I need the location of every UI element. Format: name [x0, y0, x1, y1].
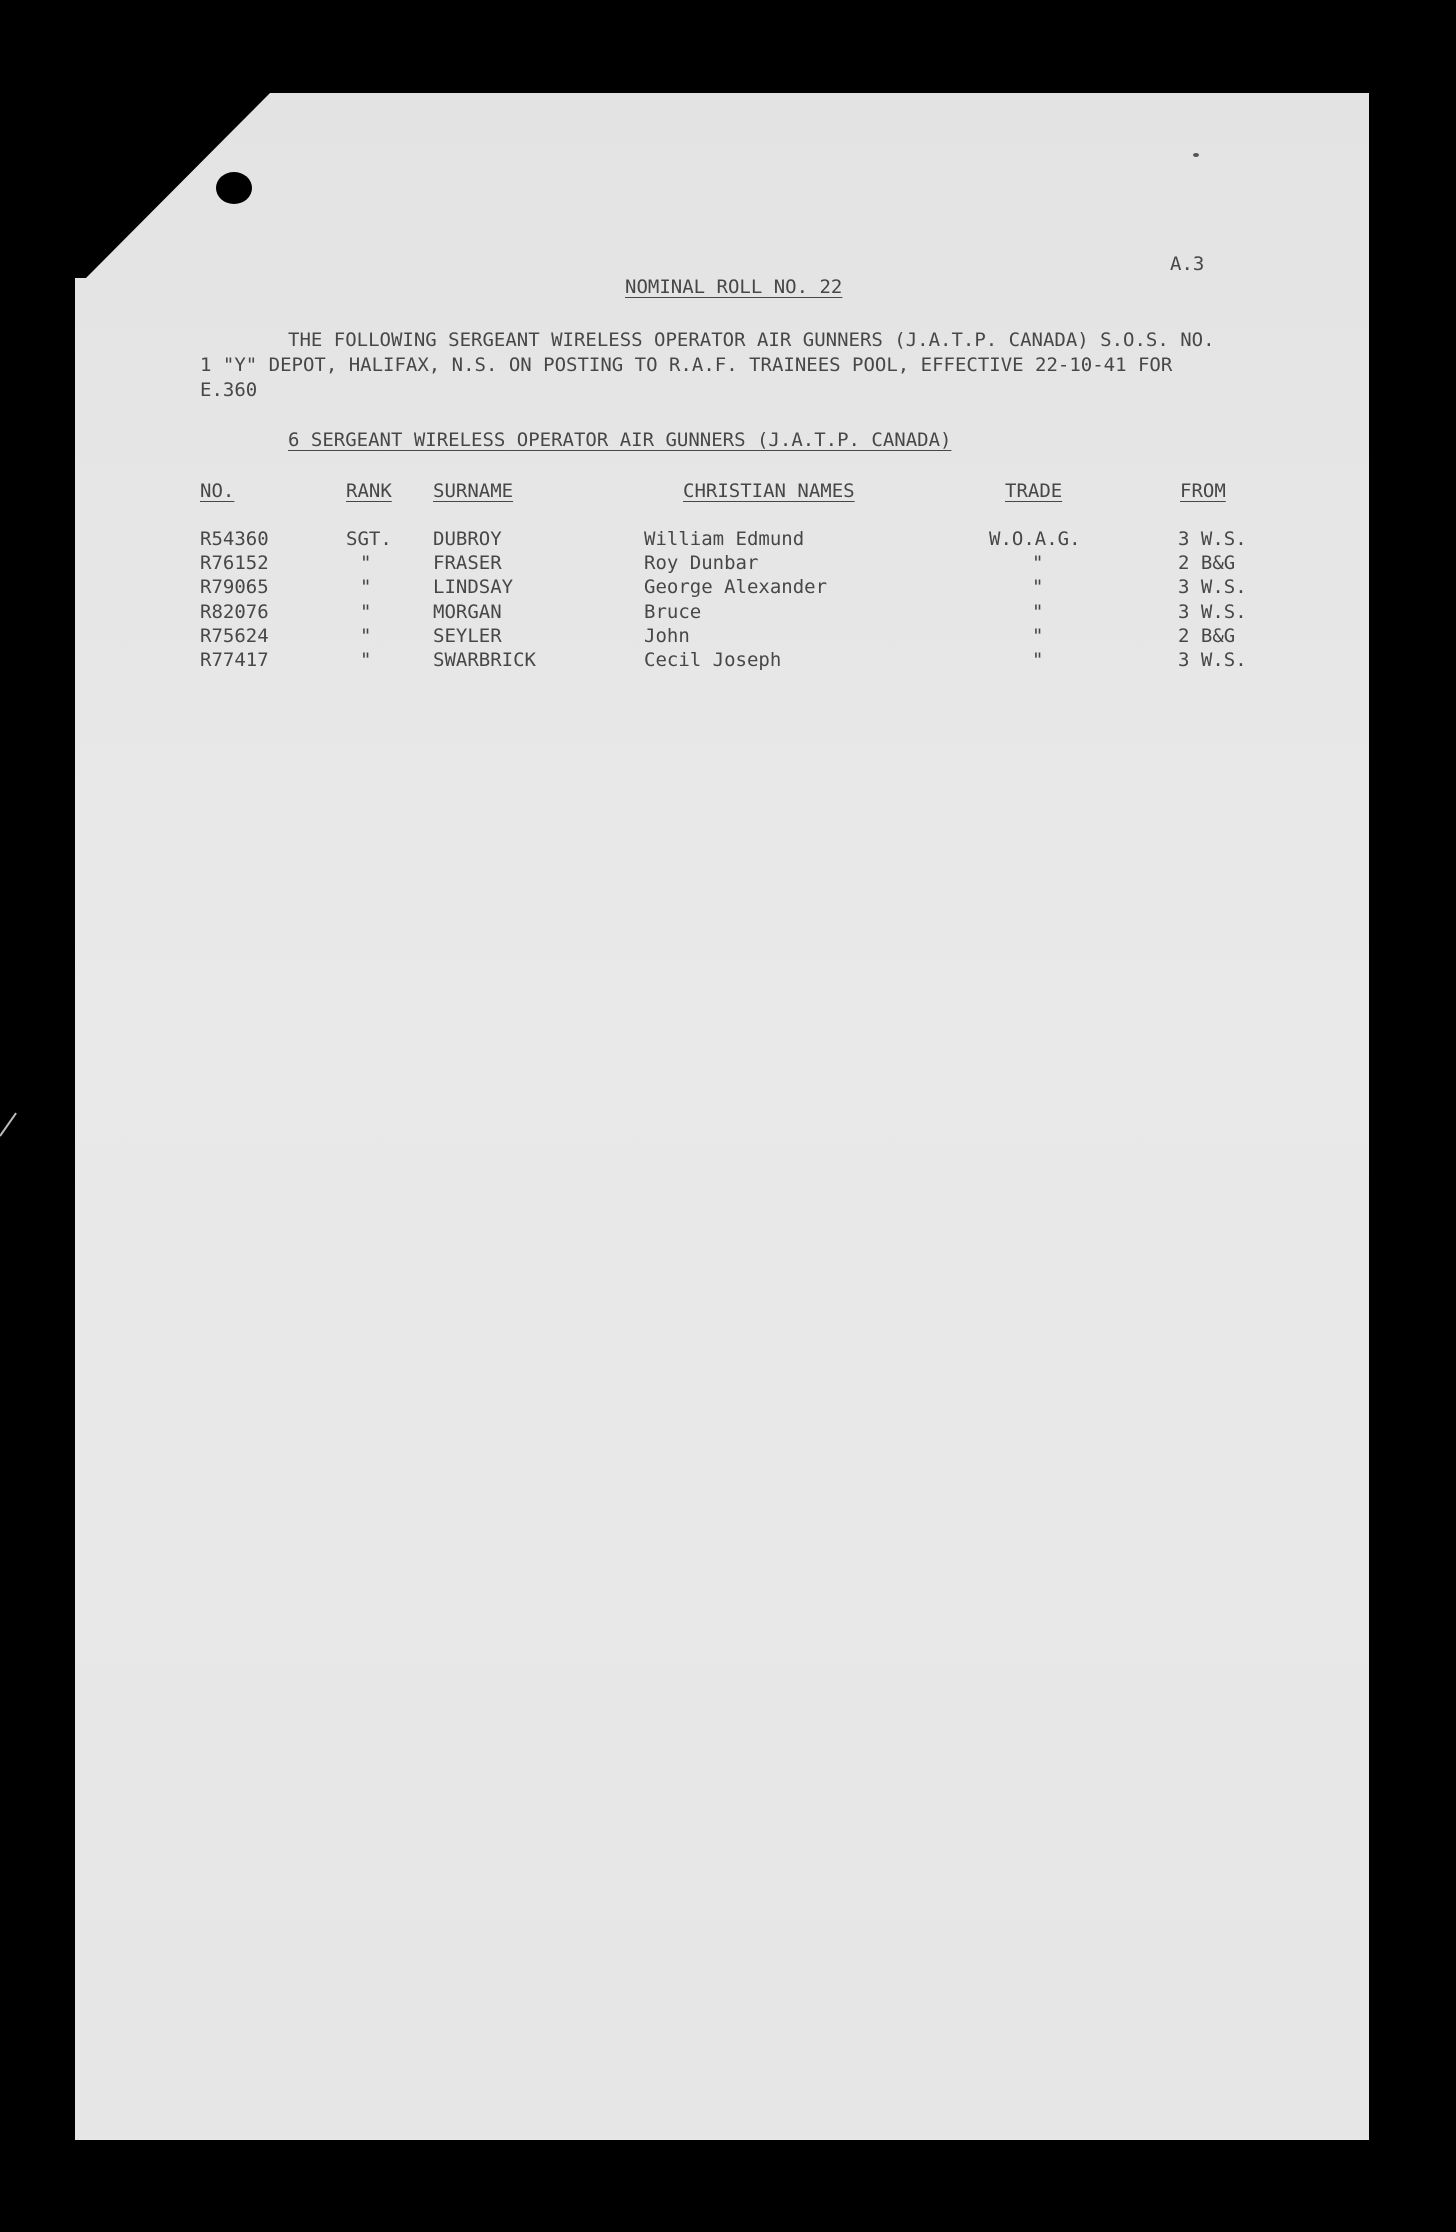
intro-line-1: THE FOLLOWING SERGEANT WIRELESS OPERATOR AIR GUNNERS (J.A.T.P. CANADA) S.O.S. NO.: [288, 329, 1215, 351]
from-unit: 3 W.S.: [1178, 649, 1247, 671]
christian-names: John: [644, 625, 690, 647]
christian-names: Cecil Joseph: [644, 649, 782, 671]
table-row: [0, 600, 1456, 624]
rank: ": [360, 552, 372, 574]
table-row: [0, 624, 1456, 648]
trade: ": [1032, 576, 1044, 598]
table-header-row: [0, 479, 1456, 503]
from-unit: 3 W.S.: [1178, 576, 1247, 598]
from-unit: 2 B&G: [1178, 625, 1236, 647]
from-unit: 2 B&G: [1178, 552, 1236, 574]
from-unit: 3 W.S.: [1178, 528, 1247, 550]
surname: SWARBRICK: [433, 649, 536, 671]
service-number: R75624: [200, 625, 269, 647]
trade: W.O.A.G.: [989, 528, 1081, 550]
service-number: R76152: [200, 552, 269, 574]
table-row: [0, 648, 1456, 672]
trade: ": [1032, 601, 1044, 623]
trade: ": [1032, 625, 1044, 647]
column-header-rank: RANK: [346, 480, 392, 502]
surname: MORGAN: [433, 601, 502, 623]
column-header-from: FROM: [1180, 480, 1226, 502]
section-heading: 6 SERGEANT WIRELESS OPERATOR AIR GUNNERS (J.A.T.P. CANADA): [288, 429, 952, 451]
intro-line-2: 1 "Y" DEPOT, HALIFAX, N.S. ON POSTING TO R.A.F. TRAINEES POOL, EFFECTIVE 22-10-41 FOR: [200, 354, 1173, 376]
surname: FRASER: [433, 552, 502, 574]
margin-mark: [0, 1112, 17, 1136]
service-number: R54360: [200, 528, 269, 550]
rank: ": [360, 601, 372, 623]
from-unit: 3 W.S.: [1178, 601, 1247, 623]
service-number: R79065: [200, 576, 269, 598]
service-number: R77417: [200, 649, 269, 671]
table-row: [0, 575, 1456, 599]
intro-line-3: E.360: [200, 379, 258, 401]
roll-title: NOMINAL ROLL NO. 22: [625, 276, 843, 298]
punch-hole: [216, 172, 252, 204]
paper-sheet: [75, 93, 1369, 2140]
rank: SGT.: [346, 528, 392, 550]
paper-speck: [1193, 153, 1199, 157]
column-header-christian-names: CHRISTIAN NAMES: [683, 480, 855, 502]
column-header-no: NO.: [200, 480, 235, 502]
rank: ": [360, 649, 372, 671]
column-header-trade: TRADE: [1005, 480, 1063, 502]
table-row: [0, 527, 1456, 551]
trade: ": [1032, 552, 1044, 574]
rank: ": [360, 576, 372, 598]
christian-names: Bruce: [644, 601, 702, 623]
page-reference: A.3: [1170, 253, 1205, 275]
surname: LINDSAY: [433, 576, 514, 598]
service-number: R82076: [200, 601, 269, 623]
rank: ": [360, 625, 372, 647]
surname: SEYLER: [433, 625, 502, 647]
christian-names: Roy Dunbar: [644, 552, 759, 574]
table-row: [0, 551, 1456, 575]
column-header-surname: SURNAME: [433, 480, 514, 502]
christian-names: George Alexander: [644, 576, 828, 598]
trade: ": [1032, 649, 1044, 671]
surname: DUBROY: [433, 528, 502, 550]
christian-names: William Edmund: [644, 528, 805, 550]
